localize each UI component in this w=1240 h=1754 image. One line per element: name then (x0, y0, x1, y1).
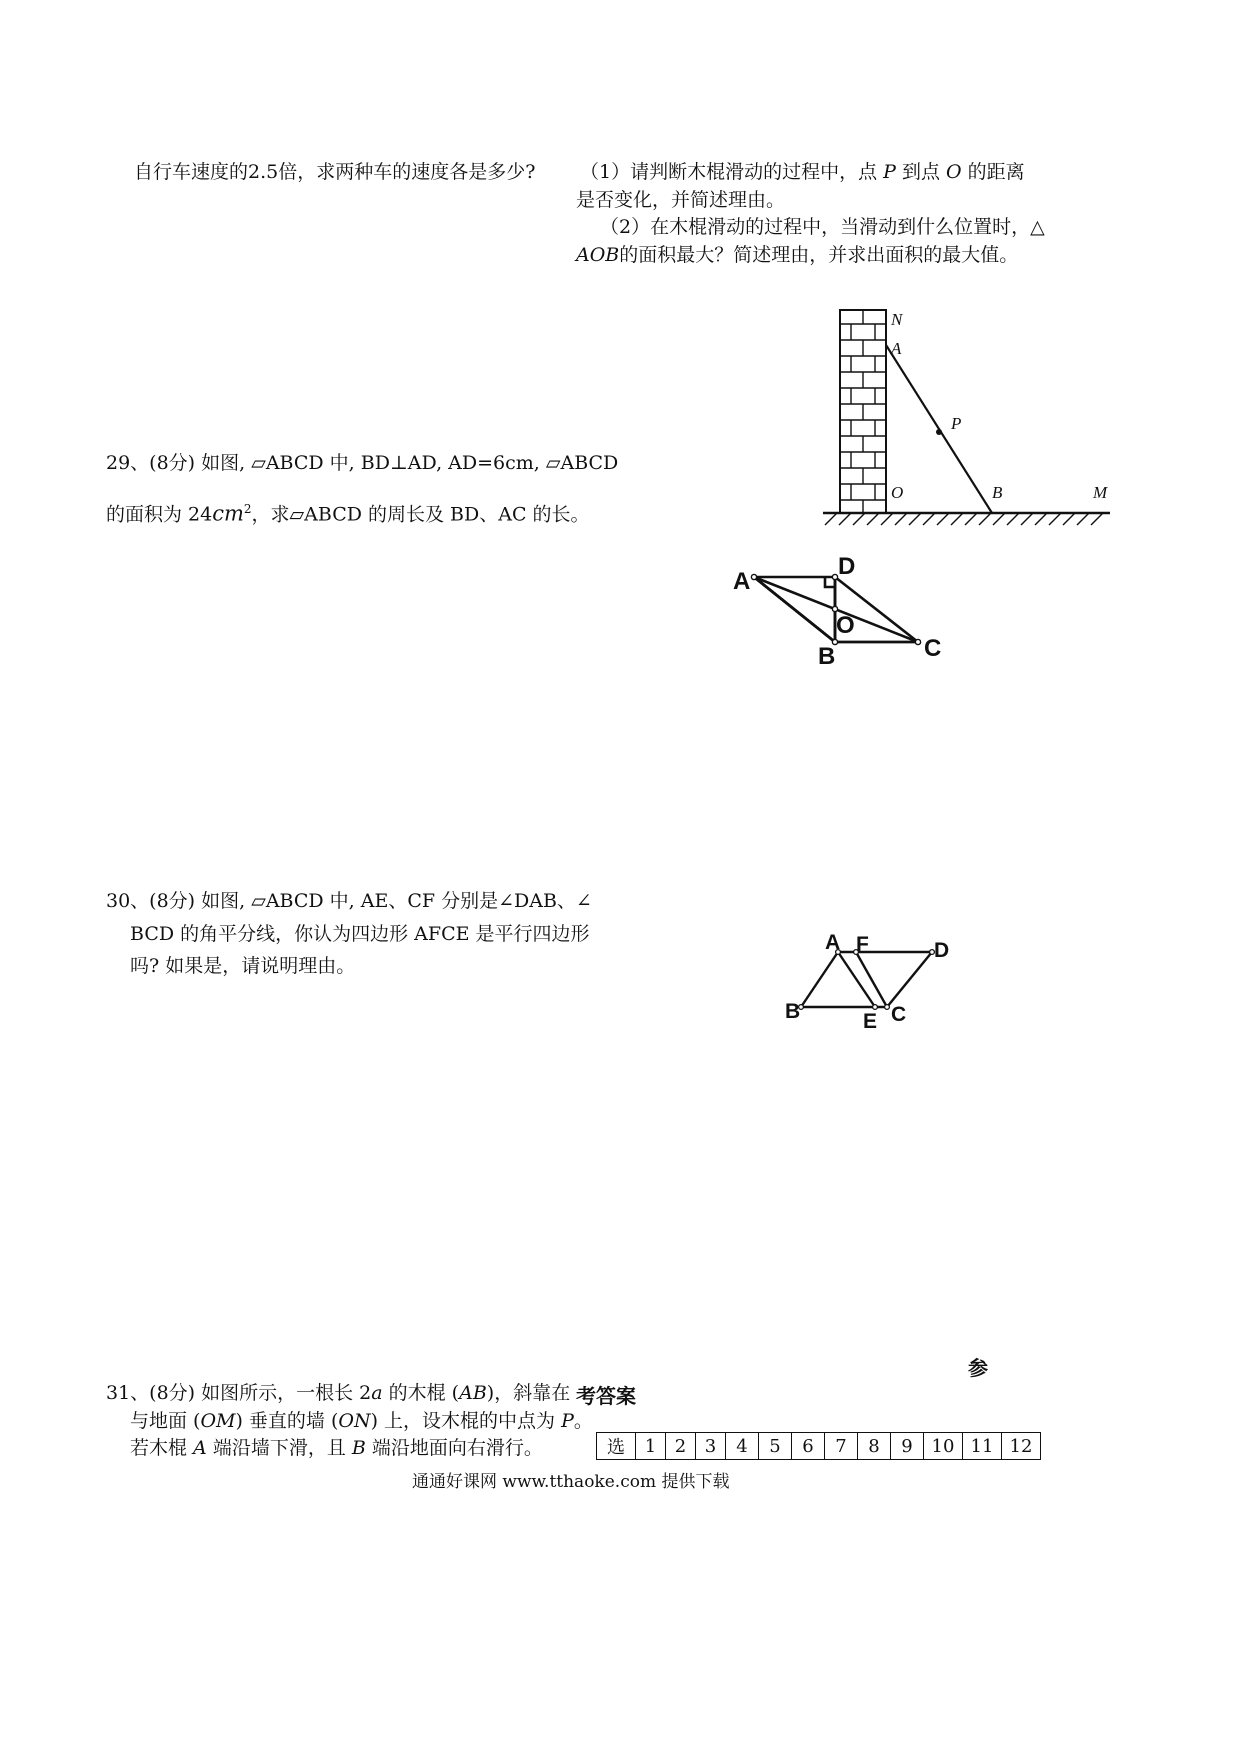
figure-parallelogram-30 (780, 925, 960, 1035)
q28-tail: 自行车速度的2.5倍，求两种车的速度各是多少? (134, 161, 536, 183)
q31-sub1-point-p: P (883, 161, 896, 183)
q30-line3: 吗? 如果是，请说明理由。 (130, 955, 356, 977)
fig30-label-c: C (891, 1003, 907, 1026)
q31-text-f: ) 上，设木棍的中点为 (370, 1410, 562, 1432)
fig31-label-a: A (891, 339, 902, 358)
fig31-label-p: P (951, 414, 962, 433)
q30-line2: BCD 的角平分线，你认为四边形 AFCE 是平行四边形 (130, 923, 590, 945)
q31-text-a: 31、(8分) 如图所示，一根长 2 (106, 1382, 372, 1404)
fig30-label-b: B (785, 1000, 801, 1023)
fig29-label-d: D (838, 553, 856, 580)
q31-text-j: 端沿地面向右滑行。 (365, 1437, 543, 1459)
fig30-label-a: A (825, 931, 841, 954)
q29-text-b: ，求▱ABCD 的周长及 BD、AC 的长。 (251, 503, 590, 526)
q31-text-g: 。 (573, 1410, 593, 1432)
answer-cell-12: 12 (1002, 1433, 1041, 1460)
q31-sub2-triangle: AOB (576, 244, 620, 266)
answer-cell-3: 3 (696, 1433, 726, 1460)
answer-cell-2: 2 (666, 1433, 696, 1460)
q31-point-a: A (193, 1437, 207, 1459)
q31-line3 (130, 1432, 543, 1464)
answer-cell-1: 1 (636, 1433, 666, 1460)
q29-text-a: 的面积为 24 (106, 503, 213, 526)
q31-sub2-line1: （2）在木棍滑动的过程中，当滑动到什么位置时，△ (600, 216, 1045, 238)
q31-text-c: )，斜靠在 (486, 1382, 571, 1404)
answer-cell-7: 7 (825, 1433, 858, 1460)
q31-sub1-line2: 是否变化，并简述理由。 (576, 189, 786, 211)
fig30-label-e: E (863, 1010, 878, 1033)
fig31-label-b: B (992, 483, 1003, 502)
q31-sub1-text-a: （1）请判断木棍滑动的过程中，点 (580, 161, 884, 183)
q29-line2 (106, 493, 590, 530)
answers-heading-part1: 参 (968, 1358, 988, 1380)
q31-seg-ab: AB (459, 1382, 487, 1404)
fig30-label-f: F (856, 933, 869, 956)
q31-text-b: 的木棍 ( (382, 1382, 460, 1404)
q31-text-h: 若木棍 (130, 1437, 194, 1459)
fig29-label-b: B (818, 643, 836, 670)
q31-seg-om: OM (200, 1410, 236, 1432)
q31-text-i: 端沿墙下滑，且 (206, 1437, 352, 1459)
q31-var-a: a (371, 1382, 383, 1404)
answer-cell-5: 5 (759, 1433, 792, 1460)
answer-cell-header: 选 (597, 1433, 636, 1460)
q31-point-p: P (561, 1410, 574, 1432)
q31-sub2-text: 的面积最大？简述理由，并求出面积的最大值。 (619, 244, 1019, 266)
q31-text-d: 与地面 ( (130, 1410, 201, 1432)
q29-line1: 29、(8分) 如图, ▱ABCD 中, BD⊥AD, AD=6cm, ▱ABCD (106, 452, 619, 474)
fig31-label-o: O (891, 483, 904, 502)
q31-seg-on: ON (338, 1410, 371, 1432)
answer-grid (596, 1432, 1041, 1460)
figure-ladder-wall (815, 300, 1115, 530)
q31-point-b: B (351, 1437, 366, 1459)
fig29-label-a: A (733, 568, 751, 595)
q31-sub1-text-c: 的距离 (961, 161, 1025, 183)
answer-cell-8: 8 (858, 1433, 891, 1460)
figure-parallelogram-29 (730, 550, 960, 670)
answer-cell-11: 11 (963, 1433, 1002, 1460)
footer-credit: 通通好课网 www.tthaoke.com 提供下载 (412, 1472, 730, 1492)
fig31-label-m: M (1093, 483, 1108, 502)
q31-sub1-text-b: 到点 (895, 161, 947, 183)
fig31-label-n: N (891, 310, 903, 329)
answer-grid-row (597, 1433, 1041, 1460)
answers-heading-part2: 考答案 (576, 1386, 636, 1408)
answer-cell-10: 10 (924, 1433, 963, 1460)
q30-line1: 30、(8分) 如图, ▱ABCD 中, AE、CF 分别是∠DAB、∠ (106, 890, 592, 912)
answer-cell-9: 9 (891, 1433, 924, 1460)
q29-unit-exponent: 2 (243, 502, 252, 516)
answer-cell-4: 4 (726, 1433, 759, 1460)
q31-sub2-line2 (576, 239, 1018, 271)
fig30-label-d: D (934, 939, 950, 962)
q31-text-e: ) 垂直的墙 ( (235, 1410, 339, 1432)
q29-unit: cm (212, 501, 244, 526)
fig29-label-o: O (836, 612, 855, 639)
q31-sub1-point-o: O (946, 161, 962, 183)
answer-cell-6: 6 (792, 1433, 825, 1460)
fig29-label-c: C (924, 635, 942, 662)
